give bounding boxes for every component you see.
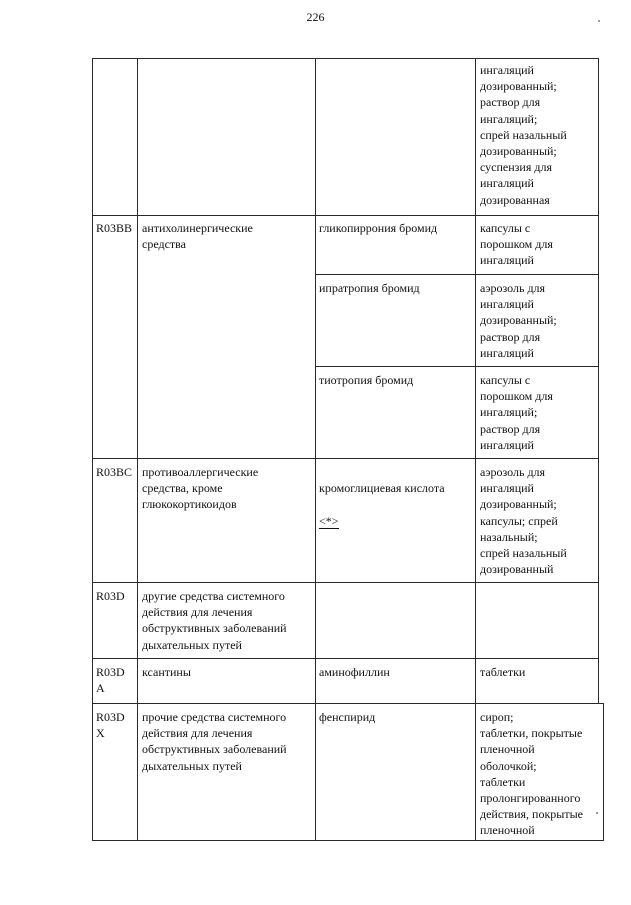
- substance-name: кромоглициевая кислота: [319, 481, 445, 496]
- table-border-right: [598, 58, 599, 704]
- table-border-top: [92, 58, 599, 59]
- table-border-left: [92, 58, 93, 841]
- row-divider: [92, 458, 599, 459]
- subrow-divider: [315, 274, 599, 275]
- column-divider: [137, 58, 138, 841]
- table-cell-substance: [319, 464, 445, 529]
- table-cell-substance: гликопиррония бромид: [319, 221, 438, 235]
- table-cell-substance: аминофиллин: [319, 665, 390, 679]
- page-number: 226: [306, 10, 325, 24]
- table-cell-group: антихолинергические средства: [142, 221, 253, 252]
- row-divider: [92, 658, 599, 659]
- table-cell-forms: капсулы с порошком для ингаляций: [480, 221, 553, 268]
- scan-speck: [596, 812, 598, 814]
- table-cell-substance: фенспирид: [319, 710, 376, 724]
- table-cell-forms: сироп; таблетки, покрытые пленочной оболочкой; таблетки пролонгированного действия, покрытые пленочной: [480, 710, 583, 838]
- table-border-right: [603, 703, 604, 841]
- table-cell-code: R03BC: [96, 465, 133, 479]
- row-divider: [92, 215, 599, 216]
- table-cell-group: другие средства системного действия для лечения обструктивных заболеваний дыхательных путей: [142, 589, 287, 652]
- table-border-bottom: [92, 840, 604, 841]
- row-divider: [92, 703, 604, 704]
- table-cell-group: ксантины: [142, 665, 191, 679]
- table-cell-code: R03D X: [96, 710, 125, 741]
- table-cell-substance: тиотропия бромид: [319, 373, 414, 387]
- scan-speck: [598, 20, 600, 22]
- table-cell-code: R03D A: [96, 665, 125, 696]
- table-cell-group: прочие средства системного действия для лечения обструктивных заболеваний дыхательных путей: [142, 710, 287, 773]
- table-cell-group: противоаллергические средства, кроме глюкокортикоидов: [142, 465, 259, 512]
- footnote-reference-link[interactable]: <*>: [319, 513, 339, 528]
- table-cell-forms: капсулы с порошком для ингаляций; раствор для ингаляций: [480, 373, 553, 452]
- table-cell-substance: ипратропия бромид: [319, 281, 420, 295]
- table-cell-code: R03BB: [96, 221, 133, 235]
- row-divider: [92, 582, 599, 583]
- table-cell-forms: аэрозоль для ингаляций дозированный; раствор для ингаляций: [480, 281, 557, 360]
- table-cell-forms: аэрозоль для ингаляций дозированный; капсулы; спрей назальный; спрей назальный дозированный: [480, 465, 567, 577]
- table-cell-code: R03D: [96, 589, 125, 603]
- column-divider: [315, 58, 316, 841]
- column-divider: [475, 58, 476, 841]
- table-cell-forms: ингаляций дозированный; раствор для ингаляций; спрей назальный дозированный; суспензия для ингаляций дозированная: [480, 63, 567, 207]
- subrow-divider: [315, 366, 599, 367]
- table-cell-forms: таблетки: [480, 665, 526, 679]
